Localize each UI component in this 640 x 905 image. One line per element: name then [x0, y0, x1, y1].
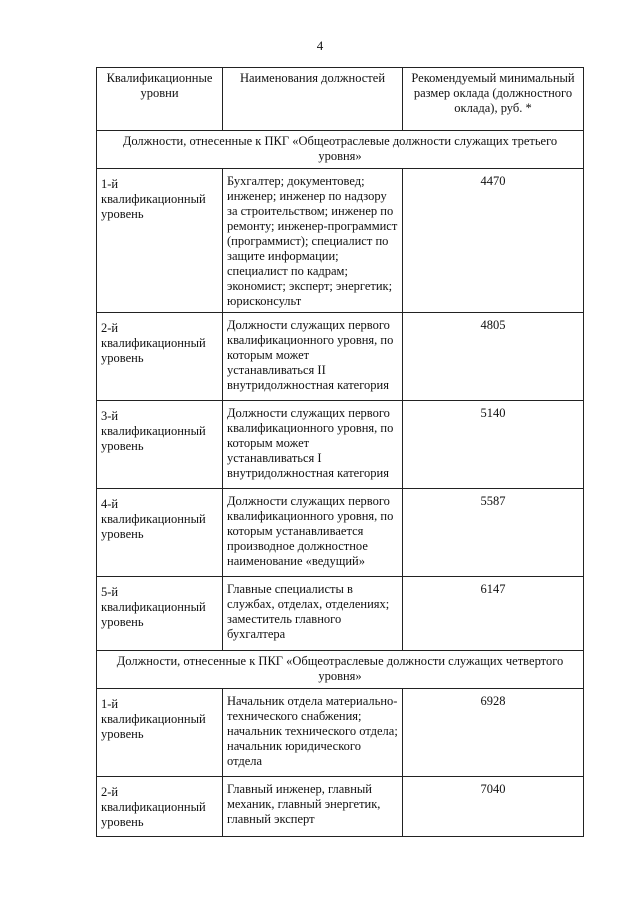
salary-table: [96, 67, 584, 837]
salary-cell: 7040: [403, 777, 584, 837]
salary-cell: 5587: [403, 489, 584, 577]
level-cell: 5-й квалификационный уровень: [97, 577, 223, 651]
table-row: [97, 577, 584, 651]
salary-cell: 4470: [403, 169, 584, 313]
level-cell: 2-й квалификационный уровень: [97, 313, 223, 401]
positions-cell: Главный инженер, главный механик, главный энергетик, главный эксперт: [223, 777, 403, 837]
level-cell: 4-й квалификационный уровень: [97, 489, 223, 577]
level-cell: 2-й квалификационный уровень: [97, 777, 223, 837]
salary-cell: 6147: [403, 577, 584, 651]
table-row: [97, 489, 584, 577]
table-row: [97, 169, 584, 313]
group-heading-row: [97, 131, 584, 169]
positions-cell: Бухгалтер; документовед; инженер; инженер по надзору за строительством; инженер по ремонту; инженер-программист (программист); специалист по защите информации; специалист по кадрам; экономист; эксперт; энергетик; юрисконсульт: [223, 169, 403, 313]
positions-cell: Начальник отдела материально-технического снабжения; начальник технического отдела; начальник юридического отдела: [223, 689, 403, 777]
table-row: [97, 401, 584, 489]
positions-cell: Должности служащих первого квалификационного уровня, по которым может устанавливаться II внутридолжностная категория: [223, 313, 403, 401]
group-heading-row: [97, 651, 584, 689]
page-number: 4: [316, 38, 324, 53]
header-salary: Рекомендуемый минимальный размер оклада (должностного оклада), руб. *: [403, 68, 584, 131]
positions-cell: Должности служащих первого квалификационного уровня, по которым устанавливается производное должностное наименование «ведущий»: [223, 489, 403, 577]
table-row: [97, 689, 584, 777]
positions-cell: Главные специалисты в службах, отделах, отделениях; заместитель главного бухгалтера: [223, 577, 403, 651]
salary-cell: 4805: [403, 313, 584, 401]
header-positions: Наименования должностей: [223, 68, 403, 131]
level-cell: 1-й квалификационный уровень: [97, 169, 223, 313]
table-row: [97, 777, 584, 837]
group-title: Должности, отнесенные к ПКГ «Общеотраслевые должности служащих третьего уровня»: [97, 131, 584, 169]
positions-cell: Должности служащих первого квалификационного уровня, по которым может устанавливаться I внутридолжностная категория: [223, 401, 403, 489]
table-row: [97, 313, 584, 401]
level-cell: 3-й квалификационный уровень: [97, 401, 223, 489]
group-title: Должности, отнесенные к ПКГ «Общеотраслевые должности служащих четвертого уровня»: [97, 651, 584, 689]
level-cell: 1-й квалификационный уровень: [97, 689, 223, 777]
salary-cell: 6928: [403, 689, 584, 777]
table-header-row: [97, 68, 584, 131]
header-levels: Квалификационные уровни: [97, 68, 223, 131]
salary-cell: 5140: [403, 401, 584, 489]
